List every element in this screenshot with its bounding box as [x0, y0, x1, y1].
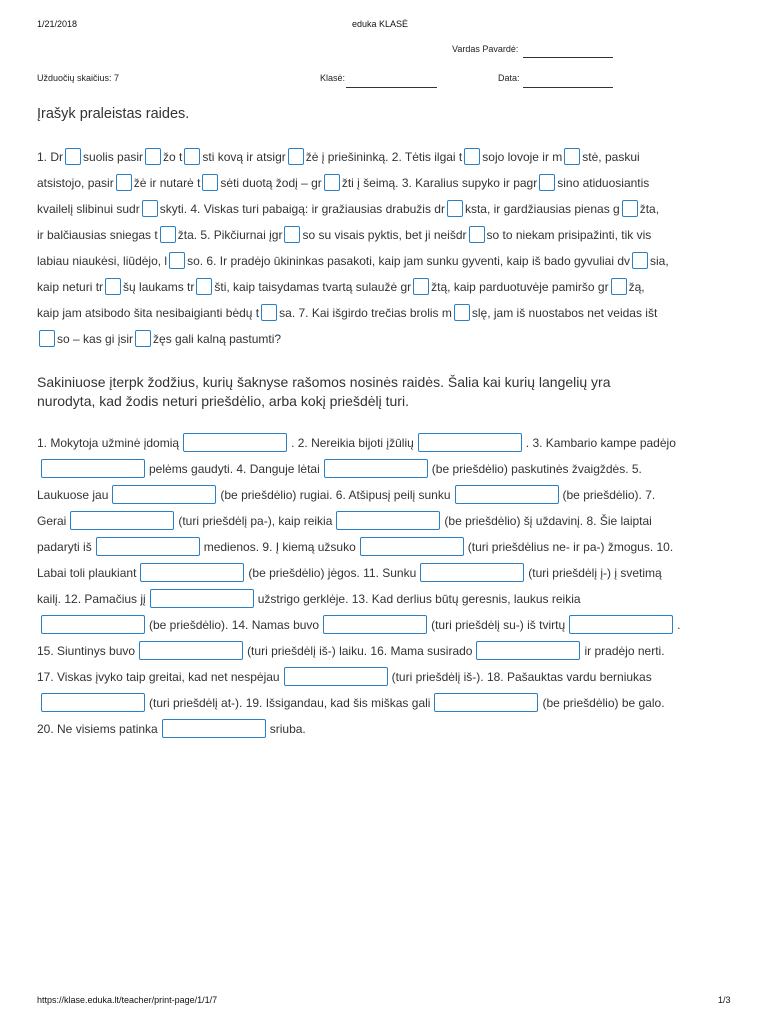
- task1-text-segment: žęs gali kalną pastumti?: [153, 332, 282, 346]
- task1-text-segment: žta. 5. Pikčiurnai įgr: [177, 228, 283, 242]
- task1-text-segment: kaip jam atsibodo šita nesibaigianti bėdų t: [37, 306, 260, 320]
- task1-text-segment: so su visais pyktis, bet ji neišdr: [302, 228, 467, 242]
- class-label: Klasė:: [320, 73, 346, 83]
- letter-input-box[interactable]: [196, 278, 212, 295]
- task1-title: Įrašyk praleistas raides.: [37, 106, 190, 122]
- task2-line: [37, 586, 737, 612]
- task1-line: [37, 170, 737, 196]
- letter-input-box[interactable]: [454, 304, 470, 321]
- task-count-label: Užduočių skaičius: 7: [37, 73, 120, 83]
- word-input-box[interactable]: [476, 641, 580, 660]
- letter-input-box[interactable]: [169, 252, 185, 269]
- footer-url: https://klase.eduka.lt/teacher/print-page/1/1/7: [37, 995, 218, 1005]
- letter-input-box[interactable]: [413, 278, 429, 295]
- footer-page-number: 1/3: [718, 995, 731, 1005]
- task2-line: [37, 430, 737, 456]
- letter-input-box[interactable]: [202, 174, 218, 191]
- letter-input-box[interactable]: [65, 148, 81, 165]
- word-input-box[interactable]: [360, 537, 464, 556]
- word-input-box[interactable]: [96, 537, 200, 556]
- task1-text-segment: labiau niaukėsi, liūdėjo, l: [37, 254, 168, 268]
- task1-text-segment: 1. Dr: [37, 150, 64, 164]
- word-input-box[interactable]: [324, 459, 428, 478]
- task1-text: [37, 144, 737, 352]
- word-input-box[interactable]: [140, 563, 244, 582]
- letter-input-box[interactable]: [539, 174, 555, 191]
- task2-text-segment: sriuba.: [269, 722, 306, 736]
- task2-text-segment: kailį. 12. Pamačius jį: [37, 592, 146, 606]
- task1-line: [37, 326, 737, 352]
- task2-text-segment: 17. Viskas įvyko taip greitai, kad net nespėjau: [37, 670, 280, 684]
- date-label: Data:: [498, 73, 520, 83]
- task1-line: [37, 144, 737, 170]
- task2-line: [37, 456, 737, 482]
- task1-text-segment: žtą, kaip parduotuvėje pamiršo gr: [431, 280, 609, 294]
- task2-text-segment: (turi priešdėlį pa-), kaip reikia: [178, 514, 333, 528]
- word-input-box[interactable]: [41, 693, 145, 712]
- letter-input-box[interactable]: [116, 174, 132, 191]
- task1-text-segment: stė, paskui: [582, 150, 640, 164]
- word-input-box[interactable]: [41, 615, 145, 634]
- word-input-box[interactable]: [418, 433, 522, 452]
- task1-text-segment: šti, kaip taisydamas tvartą sulaužė gr: [214, 280, 412, 294]
- word-input-box[interactable]: [162, 719, 266, 738]
- task1-text-segment: sa. 7. Kai išgirdo trečias brolis m: [279, 306, 452, 320]
- task2-line: [37, 690, 737, 716]
- task2-line: [37, 716, 737, 742]
- task1-text-segment: žė į priešininką. 2. Tėtis ilgai t: [305, 150, 463, 164]
- task2-line: [37, 638, 737, 664]
- word-input-box[interactable]: [420, 563, 524, 582]
- task2-text-segment: Gerai: [37, 514, 67, 528]
- task1-line: [37, 274, 737, 300]
- task1-text-segment: kaip neturi tr: [37, 280, 104, 294]
- word-input-box[interactable]: [150, 589, 254, 608]
- task2-text-segment: (be priešdėlio) šį uždavinį. 8. Šie laiptai: [444, 514, 652, 528]
- letter-input-box[interactable]: [39, 330, 55, 347]
- letter-input-box[interactable]: [105, 278, 121, 295]
- task2-text-segment: pelėms gaudyti. 4. Danguje lėtai: [149, 462, 320, 476]
- task1-text-segment: slę, jam iš nuostabos net veidas išt: [471, 306, 658, 320]
- task2-text: [37, 430, 737, 742]
- task2-line: [37, 664, 737, 690]
- task1-text-segment: žo t: [163, 150, 183, 164]
- word-input-box[interactable]: [323, 615, 427, 634]
- letter-input-box[interactable]: [142, 200, 158, 217]
- task2-text-segment: (be priešdėlio) jėgos. 11. Sunku: [248, 566, 417, 580]
- task2-text-segment: (be priešdėlio). 7.: [562, 488, 656, 502]
- letter-input-box[interactable]: [261, 304, 277, 321]
- class-field[interactable]: [346, 87, 437, 88]
- letter-input-box[interactable]: [632, 252, 648, 269]
- task1-text-segment: atsistojo, pasir: [37, 176, 114, 190]
- word-input-box[interactable]: [112, 485, 216, 504]
- letter-input-box[interactable]: [622, 200, 638, 217]
- task2-text-segment: 1. Mokytoja užminė įdomią: [37, 436, 180, 450]
- letter-input-box[interactable]: [611, 278, 627, 295]
- task2-line: [37, 612, 737, 638]
- letter-input-box[interactable]: [324, 174, 340, 191]
- task2-text-segment: (turi priešdėlį iš-). 18. Pašauktas vardu berniukas: [391, 670, 652, 684]
- task2-text-segment: (turi priešdėlius ne- ir pa-) žmogus. 10.: [467, 540, 674, 554]
- task2-title-line2: nurodyta, kad žodis neturi priešdėlio, arba kokį priešdėlį turi.: [37, 393, 409, 409]
- task2-line: [37, 534, 737, 560]
- task2-text-segment: (turi priešdėlį su-) iš tvirtų: [431, 618, 566, 632]
- task2-text-segment: (turi priešdėlį į-) į svetimą: [528, 566, 662, 580]
- task2-text-segment: (turi priešdėlį iš-) laiku. 16. Mama susirado: [247, 644, 473, 658]
- task1-text-segment: žą,: [628, 280, 645, 294]
- task1-text-segment: kvailelį slibinui sudr: [37, 202, 140, 216]
- task1-line: [37, 196, 737, 222]
- task1-text-segment: sia,: [650, 254, 669, 268]
- task2-text-segment: (be priešdėlio) be galo.: [542, 696, 665, 710]
- task2-text-segment: (be priešdėlio) paskutinės žvaigždės. 5.: [431, 462, 642, 476]
- task1-text-segment: ksta, ir gardžiausias pienas g: [464, 202, 620, 216]
- word-input-box[interactable]: [139, 641, 243, 660]
- task2-text-segment: Laukuose jau: [37, 488, 109, 502]
- task2-text-segment: (be priešdėlio) rugiai. 6. Atšipusį peilį sunku: [220, 488, 451, 502]
- task2-text-segment: . 3. Kambario kampe padėjo: [525, 436, 676, 450]
- task1-text-segment: sėti duotą žodį – gr: [220, 176, 322, 190]
- word-input-box[interactable]: [284, 667, 388, 686]
- word-input-box[interactable]: [434, 693, 538, 712]
- task1-text-segment: ir balčiausias sniegas t: [37, 228, 158, 242]
- word-input-box[interactable]: [569, 615, 673, 634]
- task1-line: [37, 300, 737, 326]
- task1-text-segment: so to niekam prisipažinti, tik vis: [486, 228, 652, 242]
- task2-text-segment: užstrigo gerklėje. 13. Kad derlius būtų geresnis, laukus reikia: [257, 592, 581, 606]
- task1-text-segment: so. 6. Ir pradėjo ūkininkas pasakoti, kaip jam sunku gyventi, kaip iš bado gyvuliai dv: [187, 254, 630, 268]
- word-input-box[interactable]: [455, 485, 559, 504]
- task2-line: [37, 482, 737, 508]
- task1-text-segment: sino atiduosiantis: [557, 176, 650, 190]
- word-input-box[interactable]: [41, 459, 145, 478]
- task2-text-segment: 15. Siuntinys buvo: [37, 644, 136, 658]
- letter-input-box[interactable]: [184, 148, 200, 165]
- word-input-box[interactable]: [336, 511, 440, 530]
- task1-text-segment: žta,: [639, 202, 660, 216]
- task1-text-segment: skyti. 4. Viskas turi pabaigą: ir gražiausias drabužis dr: [159, 202, 445, 216]
- letter-input-box[interactable]: [469, 226, 485, 243]
- name-field[interactable]: [523, 57, 613, 58]
- task1-text-segment: šų laukams tr: [123, 280, 195, 294]
- task1-text-segment: sojo lovoje ir m: [482, 150, 563, 164]
- task2-title-line1: Sakiniuose įterpk žodžius, kurių šaknyse rašomos nosinės raidės. Šalia kai kurių langelių yra: [37, 374, 611, 390]
- letter-input-box[interactable]: [135, 330, 151, 347]
- task1-text-segment: suolis pasir: [83, 150, 144, 164]
- print-title: eduka KLASĖ: [352, 19, 409, 29]
- letter-input-box[interactable]: [447, 200, 463, 217]
- word-input-box[interactable]: [183, 433, 287, 452]
- task2-text-segment: . 2. Nereikia bijoti įžūlių: [291, 436, 414, 450]
- task2-text-segment: padaryti iš: [37, 540, 92, 554]
- task2-text-segment: (turi priešdėlį at-). 19. Išsigandau, kad šis miškas gali: [149, 696, 431, 710]
- task1-text-segment: so – kas gi įsir: [57, 332, 134, 346]
- print-date: 1/21/2018: [37, 19, 78, 29]
- name-label: Vardas Pavardė:: [452, 44, 519, 54]
- task1-text-segment: žti į šeimą. 3. Karalius supyko ir pagr: [341, 176, 538, 190]
- task1-text-segment: sti kovą ir atsigr: [202, 150, 286, 164]
- letter-input-box[interactable]: [464, 148, 480, 165]
- word-input-box[interactable]: [70, 511, 174, 530]
- task2-text-segment: medienos. 9. Į kiemą užsuko: [203, 540, 356, 554]
- letter-input-box[interactable]: [564, 148, 580, 165]
- task2-text-segment: ir pradėjo nerti.: [584, 644, 665, 658]
- task2-line: [37, 560, 737, 586]
- task2-text-segment: .: [677, 618, 681, 632]
- letter-input-box[interactable]: [288, 148, 304, 165]
- task2-text-segment: (be priešdėlio). 14. Namas buvo: [149, 618, 320, 632]
- date-field[interactable]: [523, 87, 613, 88]
- task1-line: [37, 248, 737, 274]
- task2-text-segment: Labai toli plaukiant: [37, 566, 137, 580]
- letter-input-box[interactable]: [160, 226, 176, 243]
- task2-text-segment: 20. Ne visiems patinka: [37, 722, 158, 736]
- letter-input-box[interactable]: [145, 148, 161, 165]
- task2-line: [37, 508, 737, 534]
- task1-text-segment: žė ir nutarė t: [133, 176, 201, 190]
- task1-line: [37, 222, 737, 248]
- letter-input-box[interactable]: [284, 226, 300, 243]
